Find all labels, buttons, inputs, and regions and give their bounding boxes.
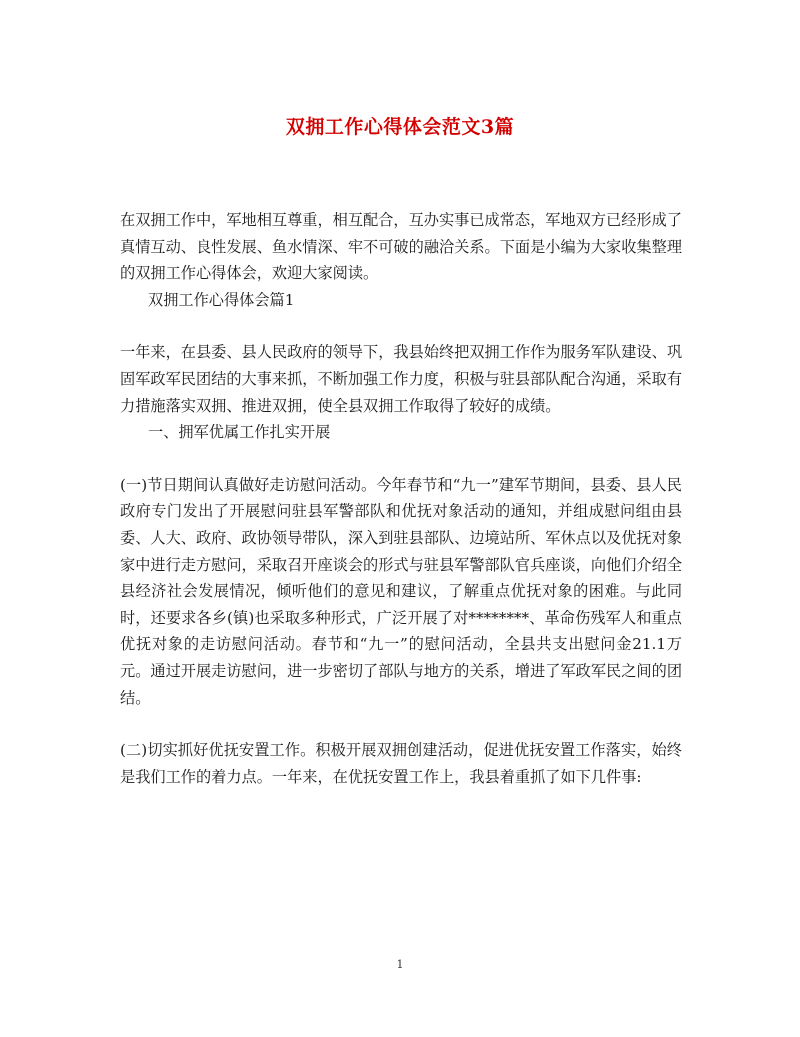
paragraph-spacer	[120, 313, 682, 339]
document-body	[120, 207, 682, 790]
page-number: 1	[396, 958, 404, 971]
paragraph-spacer	[120, 446, 682, 472]
body-paragraph-2: (一)节日期间认真做好走访慰问活动。今年春节和“九一”建军节期间，县委、县人民政府专门发出了开展慰问驻县军警部队和优抚对象活动的通知，并组成慰问组由县委、人大、政府、政协领导带队，深入到驻县部队、边境站所、军休点以及优抚对象家中进行走方慰问，采取召开座谈会的形式与驻县军警部队官兵座谈，向他们介绍全县经济社会发展情况，倾听他们的意见和建议，了解重点优抚对象的困难。与此同时，还要求各乡(镇)也采取多种形式，广泛开展了对********、革命伤残军人和重点优抚对象的走访慰问活动。春节和“九一”的慰问活动，全县共支出慰问金21.1万元。通过开展走访慰问，进一步密切了部队与地方的关系，增进了军政军民之间的团结。	[120, 475, 682, 707]
paragraph-spacer	[120, 711, 682, 737]
intro-paragraph: 在双拥工作中，军地相互尊重，相互配合，互办实事已成常态，军地双方已经形成了真情互动、良性发展、鱼水情深、牢不可破的融洽关系。下面是小编为大家收集整理的双拥工作心得体会，欢迎大家阅读。	[120, 211, 682, 283]
subheading: 一、拥军优属工作扎实开展	[148, 423, 331, 442]
section-heading: 双拥工作心得体会篇1	[148, 290, 295, 309]
document-title: 双拥工作心得体会范文3篇	[285, 116, 515, 138]
body-paragraph-1: 一年来，在县委、县人民政府的领导下，我县始终把双拥工作作为服务军队建设、巩固军政军民团结的大事来抓，不断加强工作力度，积极与驻县部队配合沟通，采取有力措施落实双拥、推进双拥，使全县双拥工作取得了较好的成绩。	[120, 343, 682, 415]
body-paragraph-3: (二)切实抓好优抚安置工作。积极开展双拥创建活动，促进优抚安置工作落实，始终是我们工作的着力点。一年来，在优抚安置工作上，我县着重抓了如下几件事:	[120, 741, 682, 786]
